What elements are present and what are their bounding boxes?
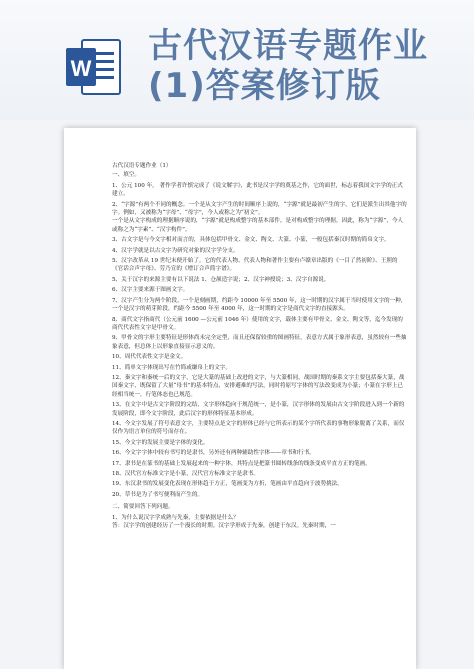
list-item: 15、今文字的发展主要是字体的变化。 [112,439,209,446]
answer-1: 答：汉字学的创建经历了一个漫长的时期。汉字学形成于先秦，创建于东汉。先秦时期，一 [112,523,336,530]
list-item: 18、汉代官方标准文字是小篆，汉代官方标准文字是隶书。 [112,471,259,477]
question-number: 1、 [112,514,122,521]
list-item: 9、甲骨文的字形主要特征是形体尚未完全定型，而且还保留较重的图画特征，表意方式属于象形表意，虽然较有一些抽象表意，但总体上以形象直接显示意义的。 [112,335,407,350]
list-item: 5、汉字改革从 19 世纪末便开始了。它的代表人物、代表人物和著作主要有卢赣章出版的《一目了然初阶》、王照的《官话合声字母》、劳乃宣的《增订合声简字谱》。 [112,258,398,273]
list-item: 10、周代代表性文字是金文。 [112,354,187,361]
section-2-heading: 二、简要回答下列问题。 [112,504,174,511]
list-item: 5、关于汉字的来源主要有以下说法 1、仓颉造字说；2、汉字神授说；3、汉字自源说。 [112,276,330,283]
list-item: 1、公元 100 年， 著作学者许慎完成了《说文解字》，此书是汉字学的奠基之作，它的面世，标志着我国文字学的正式建立。 [112,182,403,198]
word-doc-icon [64,36,122,98]
list-item: 2、“字源”有两个不同的概念。一个是从文字产生的时间顺序上说的，“字源”就是最初产生的字，它们是派生出其他字的字。例如，又被称为“字母”、“母字”，今人或称之为“初文”。 [112,201,407,217]
list-item: 一个是从文字构成的理据顺序说的，“字源”就是构成整字的基本部件，是对构成整字的理据。因此，称为“字源”，今人或称之为“字素”、“汉字构件”。 [112,218,404,233]
list-item: 19、东汉隶书的发展变化表现在形体趋于方正，笔画变为方折，笔画由平直趋向于波势挑法。 [112,481,343,488]
list-item: 20、草书是为了书写便利而产生的。 [112,491,204,498]
list-item: 6、汉字主要来源于图画文字。 [112,287,189,294]
title-line-1: 古代汉语专题作业 [148,26,428,66]
list-item: 7、汉字产生分为两个阶段，一个是刻画期，约距今 10000 年至 5500 年，这一时期的汉字属于当时使用文字的一种，一个是汉字的萌芽阶段，约距今 5500 年至 4000 年，这一时期的文字是商代文字的直接源头。 [112,297,407,313]
list-item: 14、今文字发展了符号表意文字，主要特点是文字的形体已经与它所表示的某个字所代表的事物形象脱离了关系，而仅仅作为语言单位的符号而存在。 [112,420,405,436]
list-item: 13、在文字中是古文字阶段的完结，文字形体趋向于规范统一，是小篆，汉字形体的发展由古文字阶段进入到一个新的发展阶段，即今文字阶段，此后汉字的形体特征基本形成。 [112,402,405,417]
title-line-2: (1)答案修订版 [148,66,381,106]
document-page [64,128,416,669]
list-item: 17、隶书是在篆书的基础上发展起来的一种字体，其特点是把篆书圆转线条的线条变成平直方正的笔画。 [112,460,371,467]
word-icon-letter: W [70,56,92,81]
list-item: 11、简单文字体现出写在竹简或缣帛上的文字。 [112,364,231,371]
list-item: 8、商代文字指商代（公元前 1600 —公元前 1046 年）使用的文字，载体主要有甲骨文、金文、陶文等，迄今发现的商代代表性文字是甲骨文。 [112,316,403,331]
header-banner [0,0,474,120]
list-item: 12、秦文字和秦统一后的文字，它是大篆的基础上改进的文字，与大篆相同，战国时期的秦系文字主要包括秦大篆，战国秦文字，既保留了大量“母书”的基本特点，安排避难的写法，同时将原写字体的写法改变成为小篆；小篆在字形上已经相当统一，行笔体态也已规范。 [112,374,405,398]
list-item: 4、汉字学就是以古文字为研究对象的汉字学分支。 [112,247,239,254]
list-item: 3、古文字是与今文字相对而言的，具体包括甲骨文、金文、陶文、大篆、小篆，一般包括秦汉时期的简帛文字。 [112,237,390,244]
question-1 [112,514,408,522]
section-1-heading: 一、填空。 [112,172,140,179]
document-body [112,162,408,530]
page-title [148,26,468,106]
question-text: 为什么说汉字学成熟与先秦，主要依据是什么？ [121,514,239,521]
document-heading: 古代汉语专题作业（1） [112,163,172,169]
list-item: 16、今文字字体中较有书写的是隶书，另外还有两种辅助性字体——章书和行书。 [112,450,315,457]
